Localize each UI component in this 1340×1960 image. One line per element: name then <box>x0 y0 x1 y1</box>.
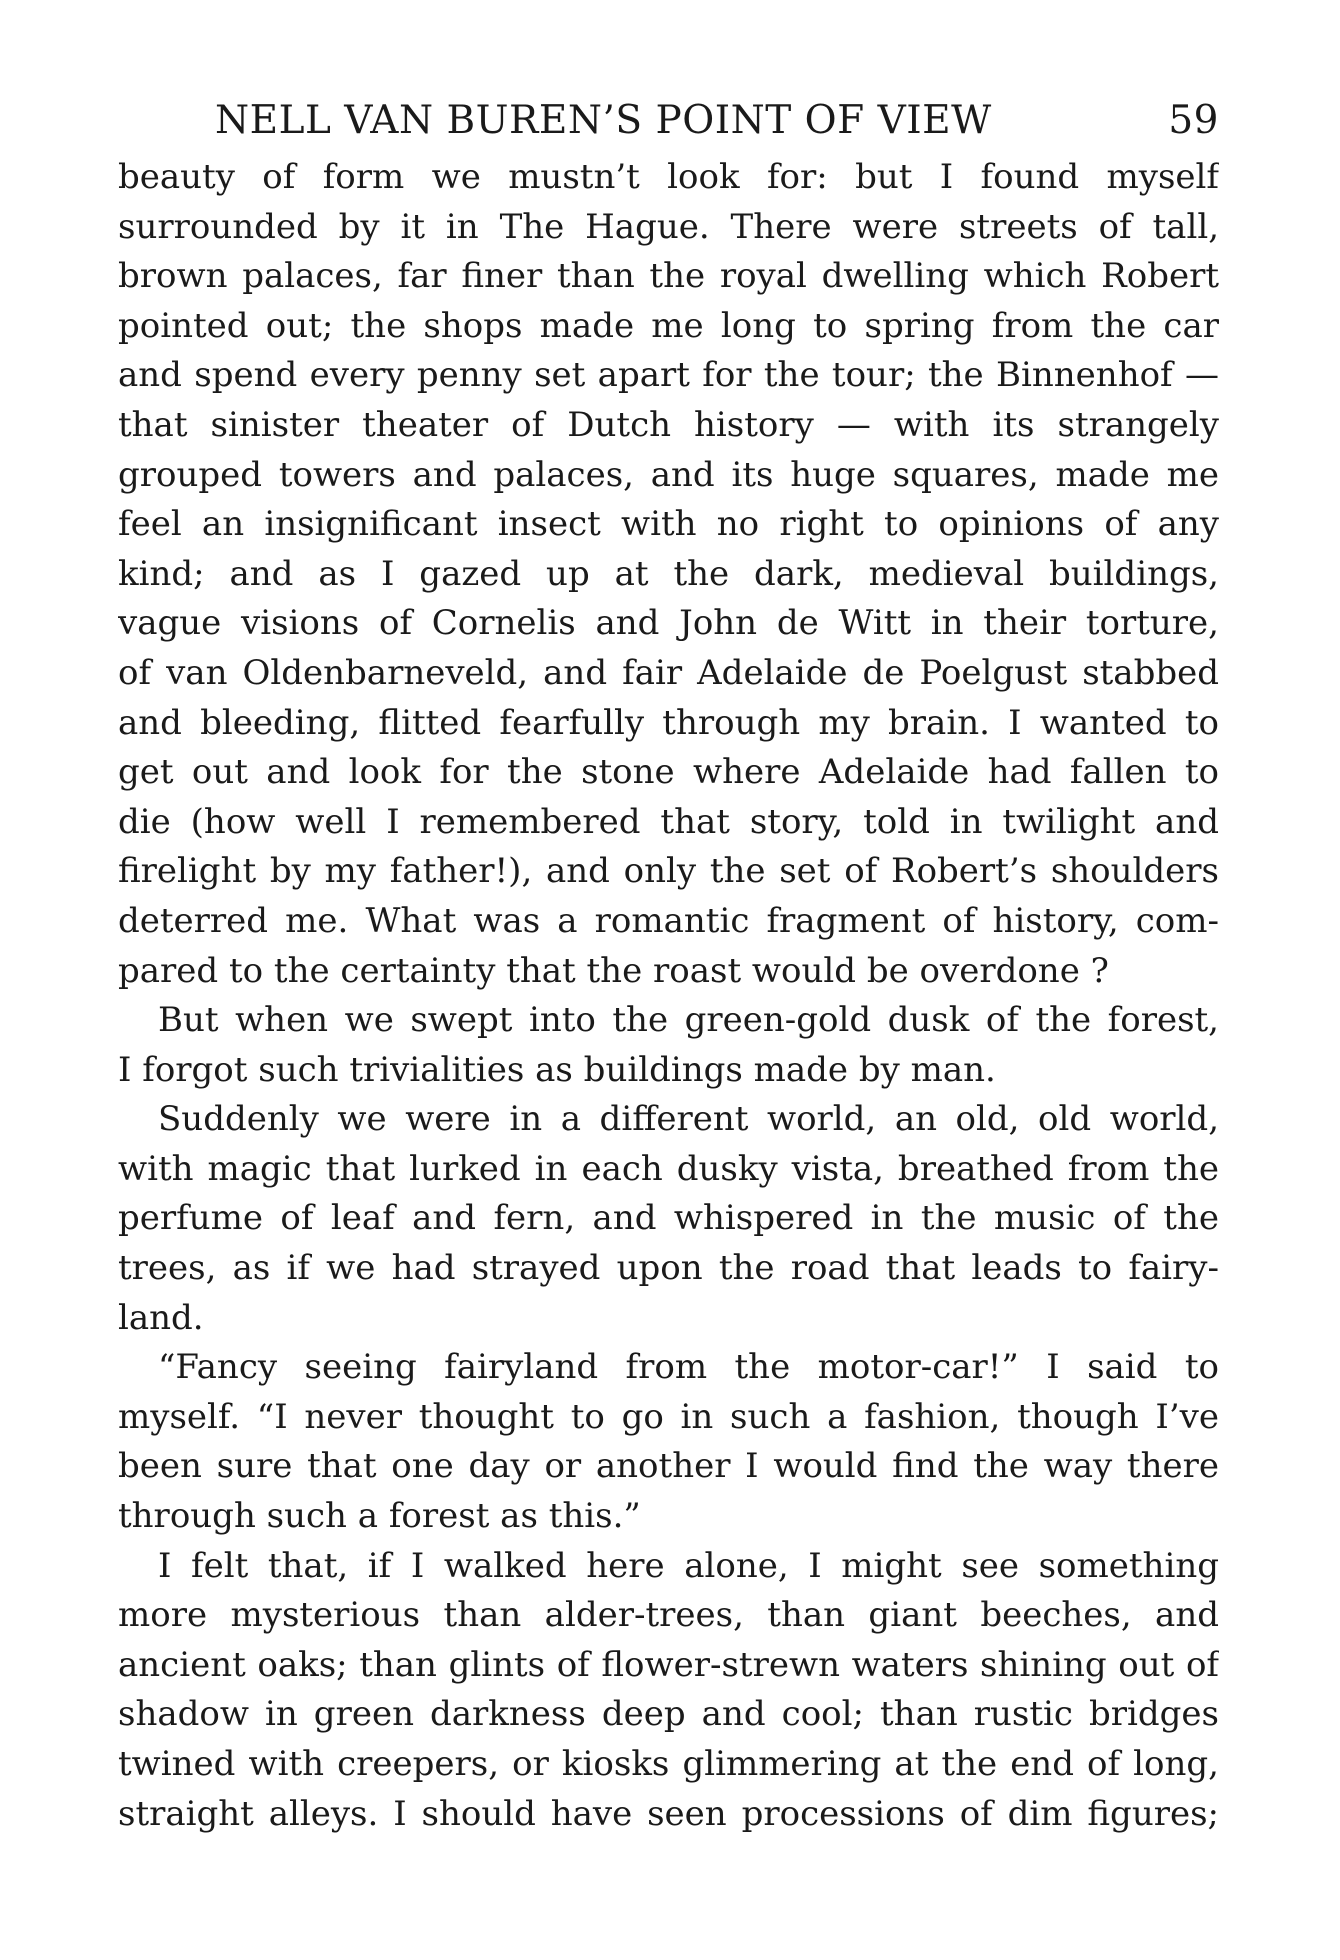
text-line: shadow in green darkness deep and cool; than rustic bridges <box>118 1694 1219 1735</box>
paragraph-first-line: Suddenly we were in a different world, an old, old world, <box>158 1099 1219 1140</box>
text-line: trees, as if we had strayed upon the road that leads to fairy- <box>118 1248 1219 1289</box>
text-line: and spend every penny set apart for the tour; the Binnenhof — <box>118 355 1219 396</box>
running-header <box>215 98 1219 154</box>
text-line: vague visions of Cornelis and John de Witt in their torture, <box>118 603 1219 644</box>
text-line: ancient oaks; than glints of flower-strewn waters shining out of <box>118 1644 1219 1685</box>
text-line: beauty of form we mustn’t look for: but I found myself <box>118 157 1219 197</box>
text-line: with magic that lurked in each dusky vista, breathed from the <box>118 1148 1219 1189</box>
paragraph-end-line: land. <box>118 1297 204 1338</box>
paragraph-end-line: through such a forest as this.” <box>118 1496 641 1537</box>
text-line: and bleeding, flitted fearfully through my brain. I wanted to <box>118 702 1219 743</box>
running-title: NELL VAN BUREN’S POINT OF VIEW <box>215 98 992 143</box>
text-line: pointed out; the shops made me long to spring from the car <box>118 305 1219 346</box>
paragraph-first-line: “Fancy seeing fairyland from the motor-car!” I said to <box>158 1347 1219 1388</box>
text-line: of van Oldenbarneveld, and fair Adelaide de Poelgust stabbed <box>118 652 1219 693</box>
text-line: straight alleys. I should have seen processions of dim figures; <box>118 1793 1219 1834</box>
text-line: that sinister theater of Dutch history — with its strangely <box>118 404 1219 445</box>
text-line: firelight by my father!), and only the set of Robert’s shoulders <box>118 851 1219 892</box>
paragraph-first-line: But when we swept into the green-gold dusk of the forest, <box>158 1000 1219 1041</box>
text-line: brown palaces, far finer than the royal dwelling which Robert <box>118 256 1219 297</box>
paragraph-end-line: I forgot such trivialities as buildings made by man. <box>118 1049 996 1090</box>
text-line: more mysterious than alder-trees, than giant beeches, and <box>118 1595 1219 1636</box>
body-text <box>118 153 1219 1839</box>
paragraph-first-line: I felt that, if I walked here alone, I might see something <box>158 1545 1219 1586</box>
text-line: feel an insignificant insect with no right to opinions of any <box>118 504 1219 545</box>
text-line: surrounded by it in The Hague. There were streets of tall, <box>118 206 1219 247</box>
text-line: deterred me. What was a romantic fragment of history, com- <box>118 900 1219 941</box>
text-line: get out and look for the stone where Adelaide had fallen to <box>118 752 1219 793</box>
text-line: twined with creepers, or kiosks glimmering at the end of long, <box>118 1744 1219 1784</box>
text-line: die (how well I remembered that story, told in twilight and <box>118 801 1219 842</box>
text-line: grouped towers and palaces, and its huge squares, made me <box>118 454 1219 495</box>
text-line: perfume of leaf and fern, and whispered in the music of the <box>118 1198 1219 1239</box>
text-line: kind; and as I gazed up at the dark, medieval buildings, <box>118 553 1219 594</box>
page-number: 59 <box>1168 98 1219 143</box>
text-line: been sure that one day or another I would find the way there <box>118 1446 1219 1487</box>
text-line: myself. “I never thought to go in such a fashion, though I’ve <box>118 1396 1219 1437</box>
paragraph-end-line: pared to the certainty that the roast would be overdone ? <box>118 950 1109 991</box>
